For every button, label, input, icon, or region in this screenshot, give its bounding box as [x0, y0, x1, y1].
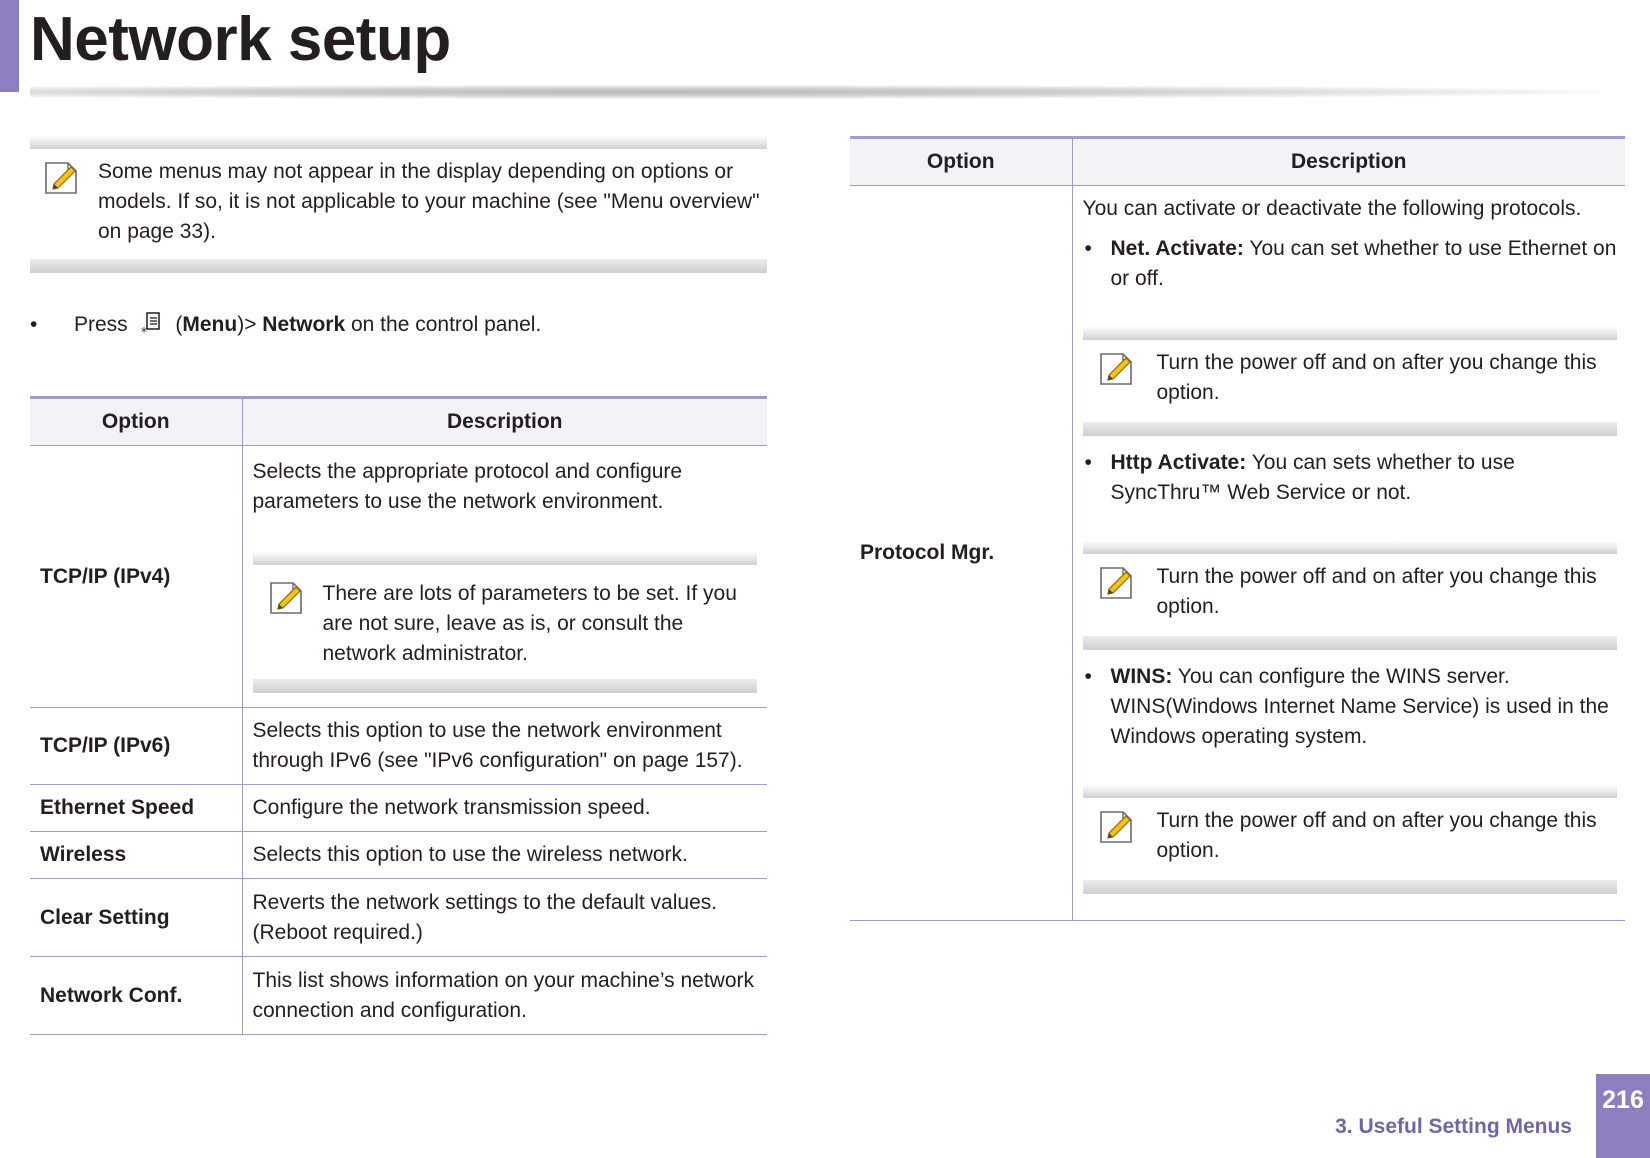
- note-pencil-icon: [1097, 564, 1135, 602]
- note-top-bar: [30, 135, 767, 149]
- table-row: [30, 832, 767, 879]
- table-row: [30, 879, 767, 957]
- option-desc: This list shows information on your machine’s network connection and configuration.: [242, 957, 767, 1035]
- header-description: Description: [242, 398, 767, 446]
- item-text: You can sets whether to use SyncThru™ Web Service or not.: [1110, 451, 1515, 504]
- table-row: [30, 957, 767, 1035]
- svg-text:*: *: [140, 325, 147, 337]
- item-label: Http Activate:: [1110, 451, 1247, 474]
- option-name: TCP/IP (IPv6): [30, 708, 242, 785]
- intro-note: [30, 135, 767, 273]
- instruction-separator: )>: [237, 313, 263, 336]
- option-note-text: There are lots of parameters to be set. If you are not sure, leave as is, or consult the network administrator.: [322, 581, 737, 665]
- note-bottom-bar: [30, 259, 767, 273]
- option-desc: Configure the network transmission speed.: [242, 785, 767, 832]
- intro-note-text: Some menus may not appear in the display depending on options or models. If so, it is not applicable to your machine (see "Menu overview" on page 33).: [98, 160, 760, 243]
- option-note: [1083, 540, 1618, 650]
- option-name: Network Conf.: [30, 957, 242, 1035]
- option-note: [1083, 326, 1618, 436]
- table-header-row: [850, 138, 1625, 186]
- instruction-suffix: on the control panel.: [345, 313, 542, 336]
- list-item: [1083, 662, 1618, 752]
- item-label: WINS:: [1110, 665, 1173, 688]
- header-option: Option: [850, 138, 1072, 186]
- item-text: You can configure the WINS server. WINS(Windows Internet Name Service) is used in the Windows operating system.: [1110, 665, 1609, 748]
- option-note-text: Turn the power off and on after you change this option.: [1156, 351, 1597, 404]
- instruction-paren: (: [175, 313, 183, 336]
- option-desc: Reverts the network settings to the default values. (Reboot required.): [242, 879, 767, 957]
- note-pencil-icon: [1097, 350, 1135, 388]
- header-description: Description: [1072, 138, 1625, 186]
- menu-icon: [140, 311, 162, 337]
- option-name: Protocol Mgr.: [850, 186, 1072, 921]
- item-label: Net. Activate:: [1110, 237, 1244, 260]
- header-option: Option: [30, 398, 242, 446]
- table-row: [850, 186, 1625, 921]
- title-rule: [30, 85, 1600, 99]
- option-name: TCP/IP (IPv4): [30, 446, 242, 708]
- note-pencil-icon: [1097, 808, 1135, 846]
- option-note-text: Turn the power off and on after you change this option.: [1156, 809, 1597, 862]
- instruction-prefix: Press: [74, 313, 128, 336]
- instruction-menu-label: Menu: [182, 313, 238, 336]
- instruction-network-label: Network: [262, 313, 346, 336]
- table-header-row: [30, 398, 767, 446]
- page-number: 216: [1596, 1074, 1650, 1158]
- instruction-line: • Press * (Menu)> Network on the control panel.: [30, 313, 542, 337]
- table-row: [30, 785, 767, 832]
- protocol-options-table: [850, 136, 1625, 921]
- header-accent-bar: [0, 0, 19, 92]
- option-name: Wireless: [30, 832, 242, 879]
- network-options-table: [30, 396, 767, 1035]
- table-row: [30, 708, 767, 785]
- option-name: Ethernet Speed: [30, 785, 242, 832]
- table-row: [30, 446, 767, 708]
- option-note-text: Turn the power off and on after you change this option.: [1156, 565, 1597, 618]
- protocol-intro: You can activate or deactivate the following protocols.: [1082, 197, 1582, 220]
- note-pencil-icon: [267, 579, 305, 617]
- option-desc: Selects this option to use the wireless network.: [242, 832, 767, 879]
- option-desc: Selects this option to use the network environment through IPv6 (see "IPv6 configuration" on page 157).: [242, 708, 767, 785]
- page-title: Network setup: [30, 5, 451, 74]
- list-item: [1083, 234, 1618, 294]
- footer-section-label: 3. Useful Setting Menus: [1335, 1115, 1572, 1138]
- option-desc: Selects the appropriate protocol and configure parameters to use the network environment.: [252, 459, 683, 513]
- list-item: [1083, 448, 1618, 508]
- option-note: [253, 551, 758, 693]
- note-pencil-icon: [42, 159, 80, 197]
- item-text: You can set whether to use Ethernet on or off.: [1110, 237, 1617, 290]
- option-note: [1083, 784, 1618, 894]
- option-name: Clear Setting: [30, 879, 242, 957]
